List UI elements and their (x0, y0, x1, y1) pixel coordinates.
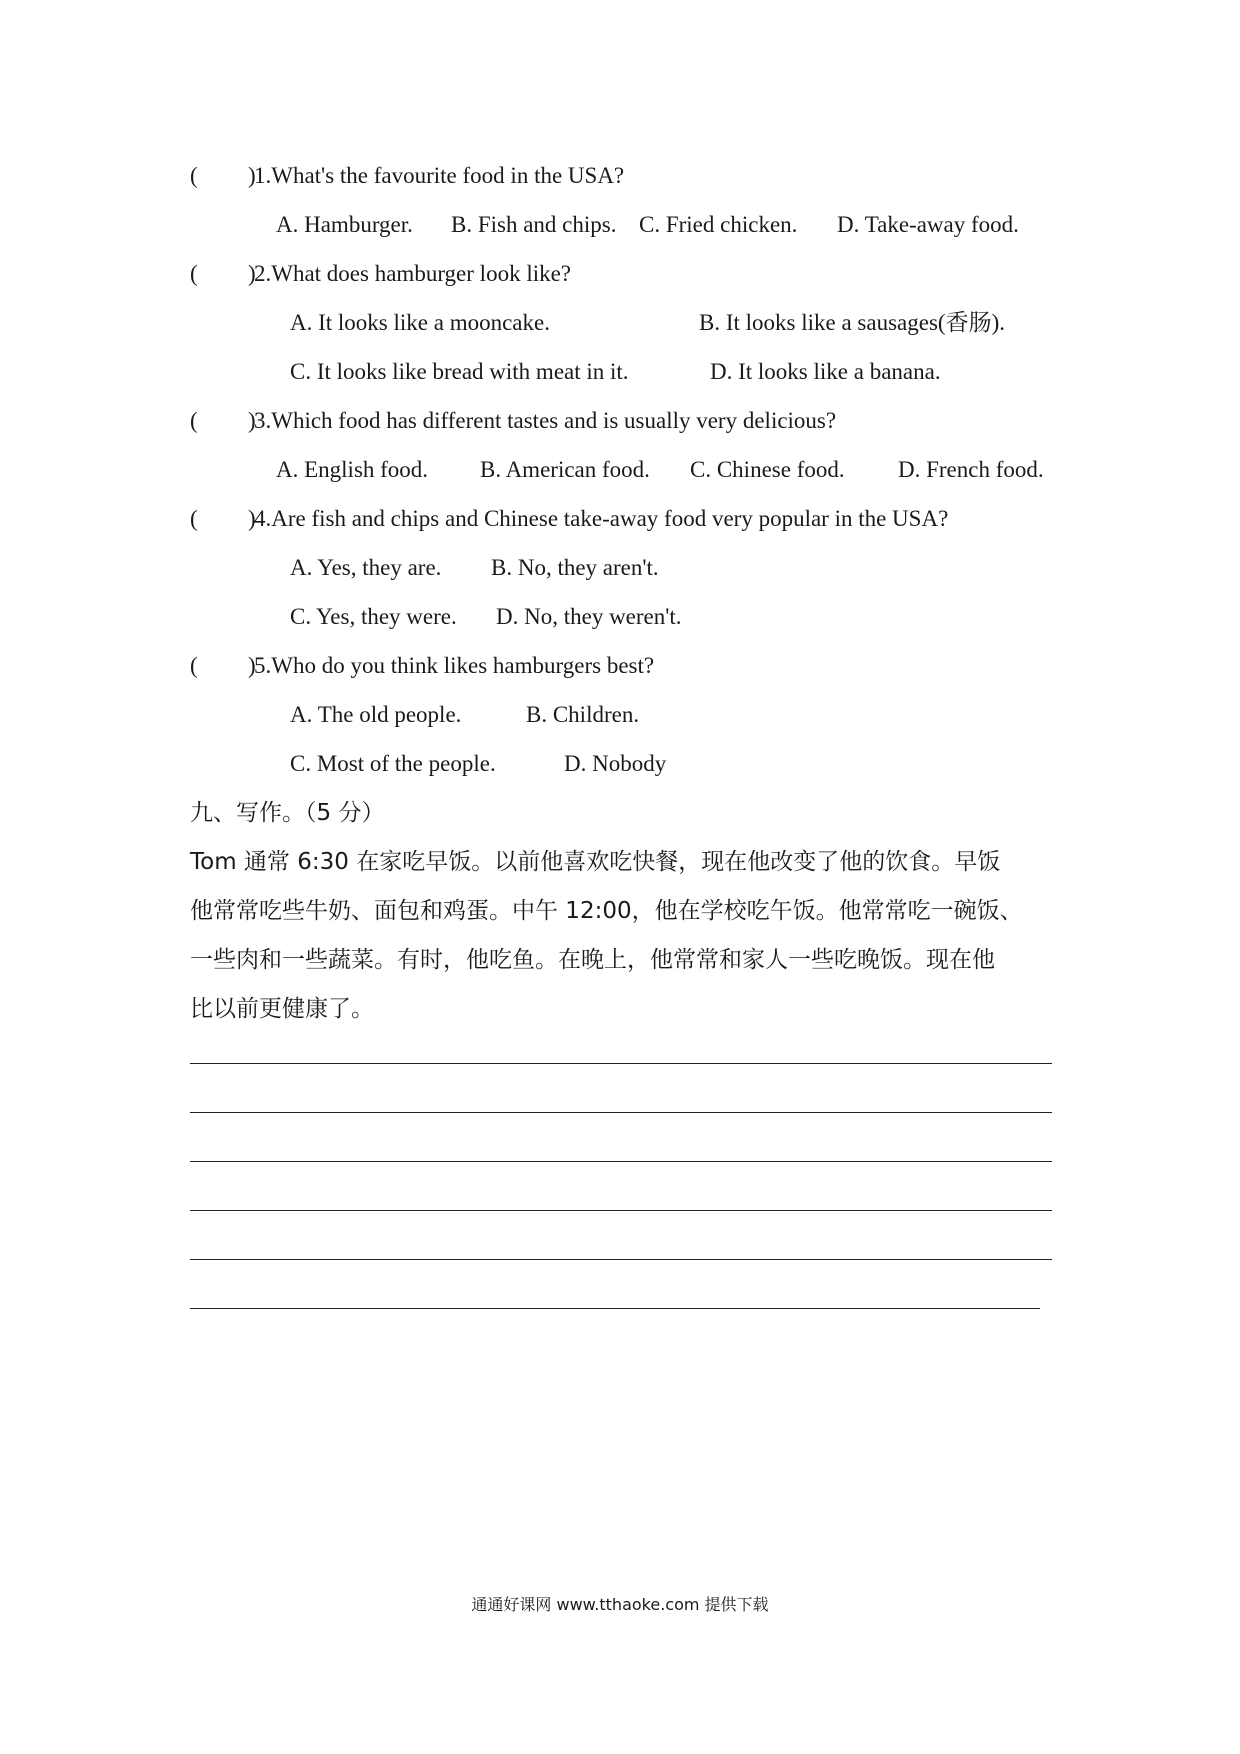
bracket-open: ( (190, 653, 198, 678)
writing-prompt-line: Tom 通常 6:30 在家吃早饭。以前他喜欢吃快餐，现在他改变了他的饮食。早饭 (190, 849, 1001, 875)
question-5-option-b: B. Children. (526, 702, 640, 727)
bracket-close: ) (248, 506, 256, 531)
bracket-open: ( (190, 408, 198, 433)
writing-section-heading: 九、写作。（5 分） (190, 800, 385, 826)
answer-line-6[interactable] (190, 1308, 1040, 1309)
question-1-stem: 1.What's the favourite food in the USA? (254, 163, 625, 188)
question-5-option-a: A. The old people. (290, 702, 462, 727)
bracket-open: ( (190, 163, 198, 188)
writing-prompt-line: 比以前更健康了。 (190, 996, 374, 1022)
question-4-stem: 4.Are fish and chips and Chinese take-away food very popular in the USA? (254, 506, 949, 531)
question-4-option-b: B. No, they aren't. (491, 555, 659, 580)
question-5-option-c: C. Most of the people. (290, 751, 496, 776)
answer-line-3[interactable] (190, 1161, 1052, 1162)
writing-prompt-line: 一些肉和一些蔬菜。有时，他吃鱼。在晚上，他常常和家人一些吃晚饭。现在他 (190, 947, 995, 973)
question-2-option-d: D. It looks like a banana. (710, 359, 941, 384)
question-2-option-b: B. It looks like a sausages(香肠). (699, 310, 1005, 335)
question-3-option-c: C. Chinese food. (690, 457, 845, 482)
question-4-option-d: D. No, they weren't. (496, 604, 682, 629)
question-1-option-d: D. Take-away food. (837, 212, 1019, 237)
writing-prompt-line: 他常常吃些牛奶、面包和鸡蛋。中午 12:00，他在学校吃午饭。他常常吃一碗饭、 (190, 898, 1023, 924)
page-footer: 通通好课网 www.tthaoke.com 提供下载 (471, 1595, 769, 1614)
bracket-open: ( (190, 261, 198, 286)
question-3-option-b: B. American food. (480, 457, 650, 482)
question-4-option-c: C. Yes, they were. (290, 604, 457, 629)
bracket-open: ( (190, 506, 198, 531)
question-5-option-d: D. Nobody (564, 751, 667, 776)
question-3-stem: 3.Which food has different tastes and is usually very delicious? (254, 408, 837, 433)
answer-line-4[interactable] (190, 1210, 1052, 1211)
bracket-close: ) (248, 653, 256, 678)
question-2-option-a: A. It looks like a mooncake. (290, 310, 550, 335)
bracket-close: ) (248, 408, 256, 433)
question-4-option-a: A. Yes, they are. (290, 555, 442, 580)
answer-line-1[interactable] (190, 1063, 1052, 1064)
question-2-option-c: C. It looks like bread with meat in it. (290, 359, 629, 384)
question-1-option-a: A. Hamburger. (276, 212, 413, 237)
bracket-close: ) (248, 261, 256, 286)
bracket-close: ) (248, 163, 256, 188)
question-2-stem: 2.What does hamburger look like? (254, 261, 572, 286)
question-5-stem: 5.Who do you think likes hamburgers best? (254, 653, 655, 678)
question-1-option-b: B. Fish and chips. (451, 212, 617, 237)
answer-line-2[interactable] (190, 1112, 1052, 1113)
question-3-option-d: D. French food. (898, 457, 1044, 482)
question-3-option-a: A. English food. (276, 457, 429, 482)
question-1-option-c: C. Fried chicken. (639, 212, 798, 237)
writing-prompt (190, 838, 1070, 1034)
answer-line-5[interactable] (190, 1259, 1052, 1260)
